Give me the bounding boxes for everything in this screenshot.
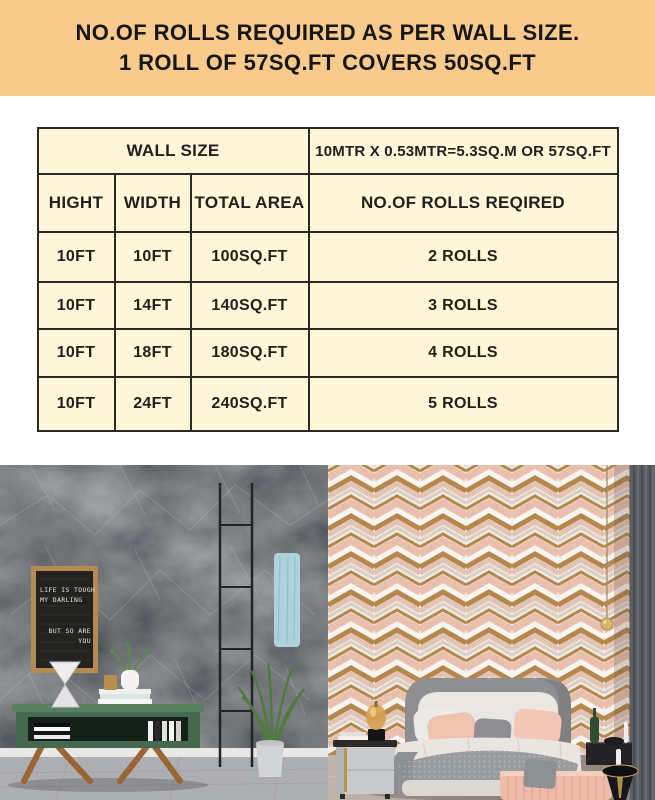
room-photo-chevron-bedroom bbox=[328, 465, 655, 800]
bench-cloth bbox=[523, 759, 557, 789]
table-cell: 10FT bbox=[39, 330, 114, 376]
banner bbox=[0, 0, 655, 96]
letterboard-line1: LIFE IS TOUGH bbox=[40, 586, 96, 594]
table-header-wall-size: WALL SIZE bbox=[39, 129, 308, 173]
letterboard-line4: YOU bbox=[78, 637, 91, 645]
table-cell: 240SQ.FT bbox=[192, 378, 308, 430]
table-cell: 10FT bbox=[39, 233, 114, 281]
rolls-table-section bbox=[0, 96, 655, 465]
letterboard-line2: MY DARLING bbox=[40, 596, 83, 604]
gold-cup bbox=[104, 675, 117, 690]
figurine bbox=[624, 722, 628, 743]
table-col-hight: HIGHT bbox=[39, 175, 114, 231]
rolls-table bbox=[37, 127, 619, 432]
curtain bbox=[630, 465, 655, 800]
room-photos bbox=[0, 465, 655, 800]
table-cell: 100SQ.FT bbox=[192, 233, 308, 281]
letterboard-line3: BUT SO ARE bbox=[48, 627, 91, 635]
green-bottle bbox=[590, 717, 599, 743]
banner-title-line2: 1 ROLL OF 57SQ.FT COVERS 50SQ.FT bbox=[118, 50, 537, 75]
tabletop-books bbox=[98, 689, 152, 704]
table-cell: 24FT bbox=[116, 378, 190, 430]
bowl bbox=[604, 737, 624, 745]
table-cell: 4 ROLLS bbox=[310, 330, 617, 376]
nightstand-books bbox=[338, 732, 368, 740]
table-col-width: WIDTH bbox=[116, 175, 190, 231]
table-cell: 14FT bbox=[116, 283, 190, 328]
room-photo-dark-marble bbox=[0, 465, 328, 800]
table-col-rolls-required: NO.OF ROLLS REQIRED bbox=[310, 175, 617, 231]
letter-board bbox=[31, 566, 98, 673]
table-cell: 10FT bbox=[39, 378, 114, 430]
table-cell: 10FT bbox=[116, 233, 190, 281]
banner-title-line1: NO.OF ROLLS REQUIRED AS PER WALL SIZE. bbox=[75, 19, 580, 45]
table-col-total-area: TOTAL AREA bbox=[192, 175, 308, 231]
table-header-roll-size: 10MTR X 0.53MTR=5.3SQ.M OR 57SQ.FT bbox=[310, 129, 617, 173]
table-cell: 10FT bbox=[39, 283, 114, 328]
table-cell: 140SQ.FT bbox=[192, 283, 308, 328]
table-cell: 180SQ.FT bbox=[192, 330, 308, 376]
table-cell: 18FT bbox=[116, 330, 190, 376]
towel bbox=[274, 553, 300, 647]
table-cell: 2 ROLLS bbox=[310, 233, 617, 281]
table-cell: 5 ROLLS bbox=[310, 378, 617, 430]
table-cell: 3 ROLLS bbox=[310, 283, 617, 328]
